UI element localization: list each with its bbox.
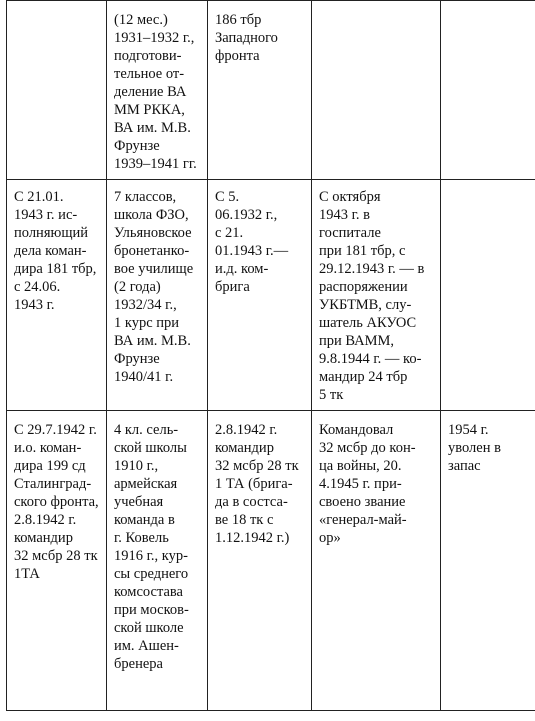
- table-cell: С 5. 06.1932 г., с 21. 01.1943 г.— и.д. ком- брига: [208, 180, 312, 411]
- table-cell: 186 тбр Западного фронта: [208, 1, 312, 180]
- table-cell: Командовал 32 мсбр до кон- ца войны, 20. 4.1945 г. при- своено звание «генерал-май- ор»: [312, 411, 441, 711]
- table-row: [7, 180, 535, 411]
- table-cell: С 21.01. 1943 г. ис- полняющий дела коман- дира 181 тбр, с 24.06. 1943 г.: [7, 180, 107, 411]
- table-row: [7, 1, 535, 180]
- table-cell: 4 кл. сель- ской школы 1910 г., армейская учебная команда в г. Ковель 1916 г., кур- сы среднего комсостава при москов- ской школе им. Ашен- бренера: [107, 411, 208, 711]
- table-cell: 1954 г. уволен в запас: [441, 411, 535, 711]
- table-cell: [312, 1, 441, 180]
- table-cell: [441, 180, 535, 411]
- table-cell: 2.8.1942 г. командир 32 мсбр 28 тк 1 ТА (брига- да в состса- ве 18 тк с 1.12.1942 г.): [208, 411, 312, 711]
- table-cell: [7, 1, 107, 180]
- table-cell: С 29.7.1942 г. и.о. коман- дира 199 сд Сталинград- ского фронта, 2.8.1942 г. командир 32 мсбр 28 тк 1ТА: [7, 411, 107, 711]
- table-cell: [441, 1, 535, 180]
- biography-table: [6, 0, 535, 711]
- table-cell: С октября 1943 г. в госпитале при 181 тбр, с 29.12.1943 г. — в распоряжении УКБТМВ, слу- шатель АКУОС при ВАММ, 9.8.1944 г. — ко- мандир 24 тбр 5 тк: [312, 180, 441, 411]
- table-cell: (12 мес.) 1931–1932 г., подготови- тельное от- деление ВА ММ РККА, ВА им. М.В. Фрунзе 1939–1941 гг.: [107, 1, 208, 180]
- table-row: [7, 411, 535, 711]
- table-cell: 7 классов, школа ФЗО, Ульяновское бронетанко- вое училище (2 года) 1932/34 г., 1 курс при ВА им. М.В. Фрунзе 1940/41 г.: [107, 180, 208, 411]
